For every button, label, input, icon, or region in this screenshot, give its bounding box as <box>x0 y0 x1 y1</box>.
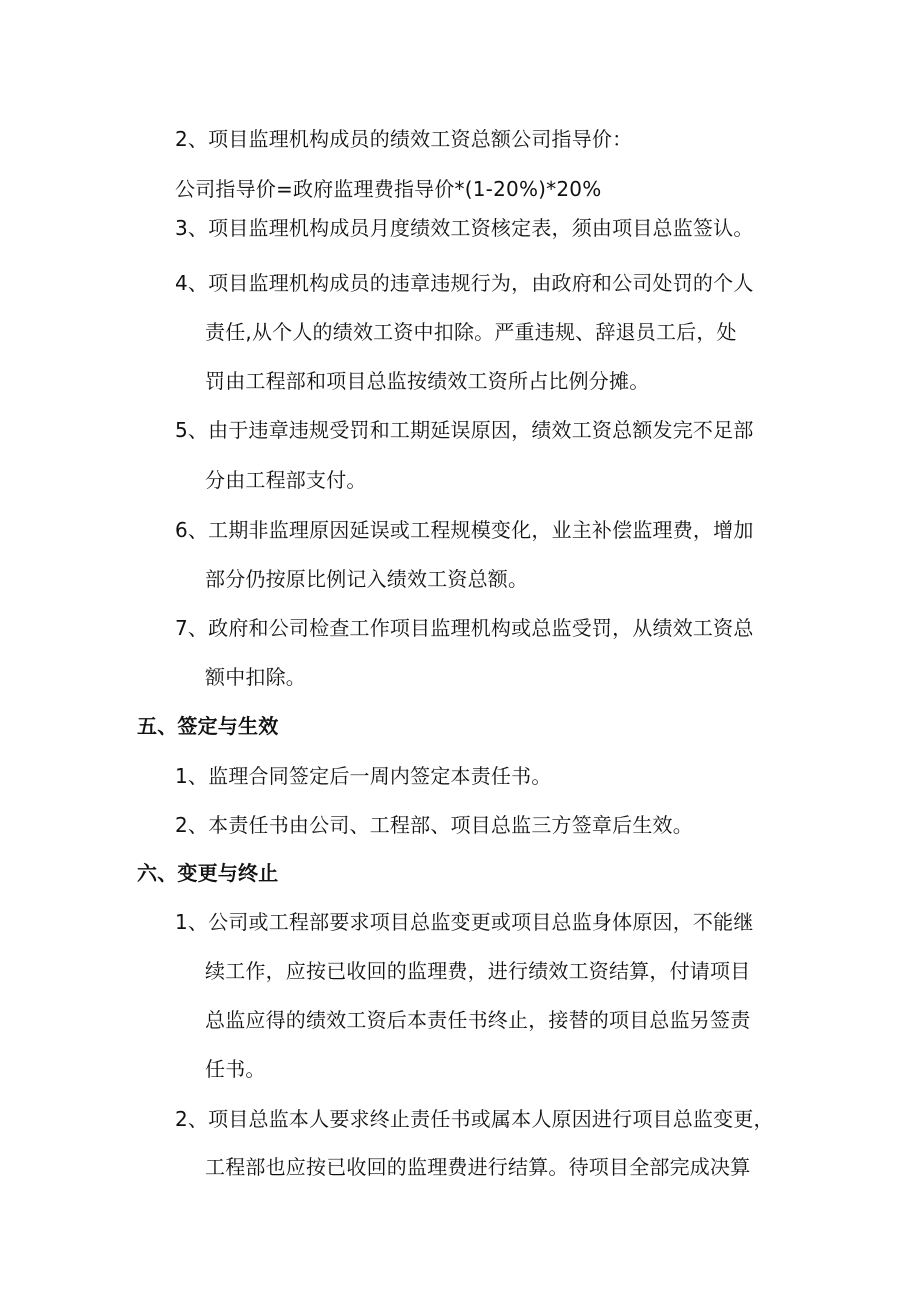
item-6-delay-line-1: 6、工期非监理原因延误或工程规模变化，业主补偿监理费，增加 <box>175 518 754 542</box>
item-4-violations-line-2: 责任,从个人的绩效工资中扣除。严重违规、辞退员工后，处 <box>205 320 737 344</box>
item-6-delay-line-2: 部分仍按原比例记入绩效工资总额。 <box>205 567 529 591</box>
section-6-item-2-line-1: 2、项目总监本人要求终止责任书或属本人原因进行项目总监变更， <box>175 1107 774 1131</box>
item-5-shortfall-line-2: 分由工程部支付。 <box>205 468 367 492</box>
item-7-inspection-line-2: 额中扣除。 <box>205 665 306 689</box>
section-5-item-1: 1、监理合同签定后一周内签定本责任书。 <box>175 764 552 788</box>
section-6-item-2-line-2: 工程部也应按已收回的监理费进行结算。待项目全部完成决算 <box>205 1155 751 1179</box>
section-5-item-2: 2、本责任书由公司、工程部、项目总监三方签章后生效。 <box>175 813 693 837</box>
item-5-shortfall-line-1: 5、由于违章违规受罚和工期延误原因，绩效工资总额发完不足部 <box>175 418 754 442</box>
section-6-item-1-line-4: 任书。 <box>205 1057 266 1081</box>
section-6-item-1-line-2: 续工作，应按已收回的监理费，进行绩效工资结算，付请项目 <box>205 959 751 983</box>
item-2-guide-price: 2、项目监理机构成员的绩效工资总额公司指导价： <box>175 127 633 151</box>
item-4-violations-line-3: 罚由工程部和项目总监按绩效工资所占比例分摊。 <box>205 369 650 393</box>
section-6-heading: 六、变更与终止 <box>137 861 279 885</box>
item-7-inspection-line-1: 7、政府和公司检查工作项目监理机构或总监受罚，从绩效工资总 <box>175 616 754 640</box>
guide-price-formula: 公司指导价=政府监理费指导价*(1-20%)*20% <box>175 177 602 201</box>
section-6-item-1-line-1: 1、公司或工程部要求项目总监变更或项目总监身体原因，不能继 <box>175 910 754 934</box>
item-3-monthly-review: 3、项目监理机构成员月度绩效工资核定表，须由项目总监签认。 <box>175 216 754 240</box>
section-6-item-1-line-3: 总监应得的绩效工资后本责任书终止，接替的项目总监另签责 <box>205 1008 751 1032</box>
item-4-violations-line-1: 4、项目监理机构成员的违章违规行为，由政府和公司处罚的个人 <box>175 271 754 295</box>
section-5-heading: 五、签定与生效 <box>137 714 279 738</box>
